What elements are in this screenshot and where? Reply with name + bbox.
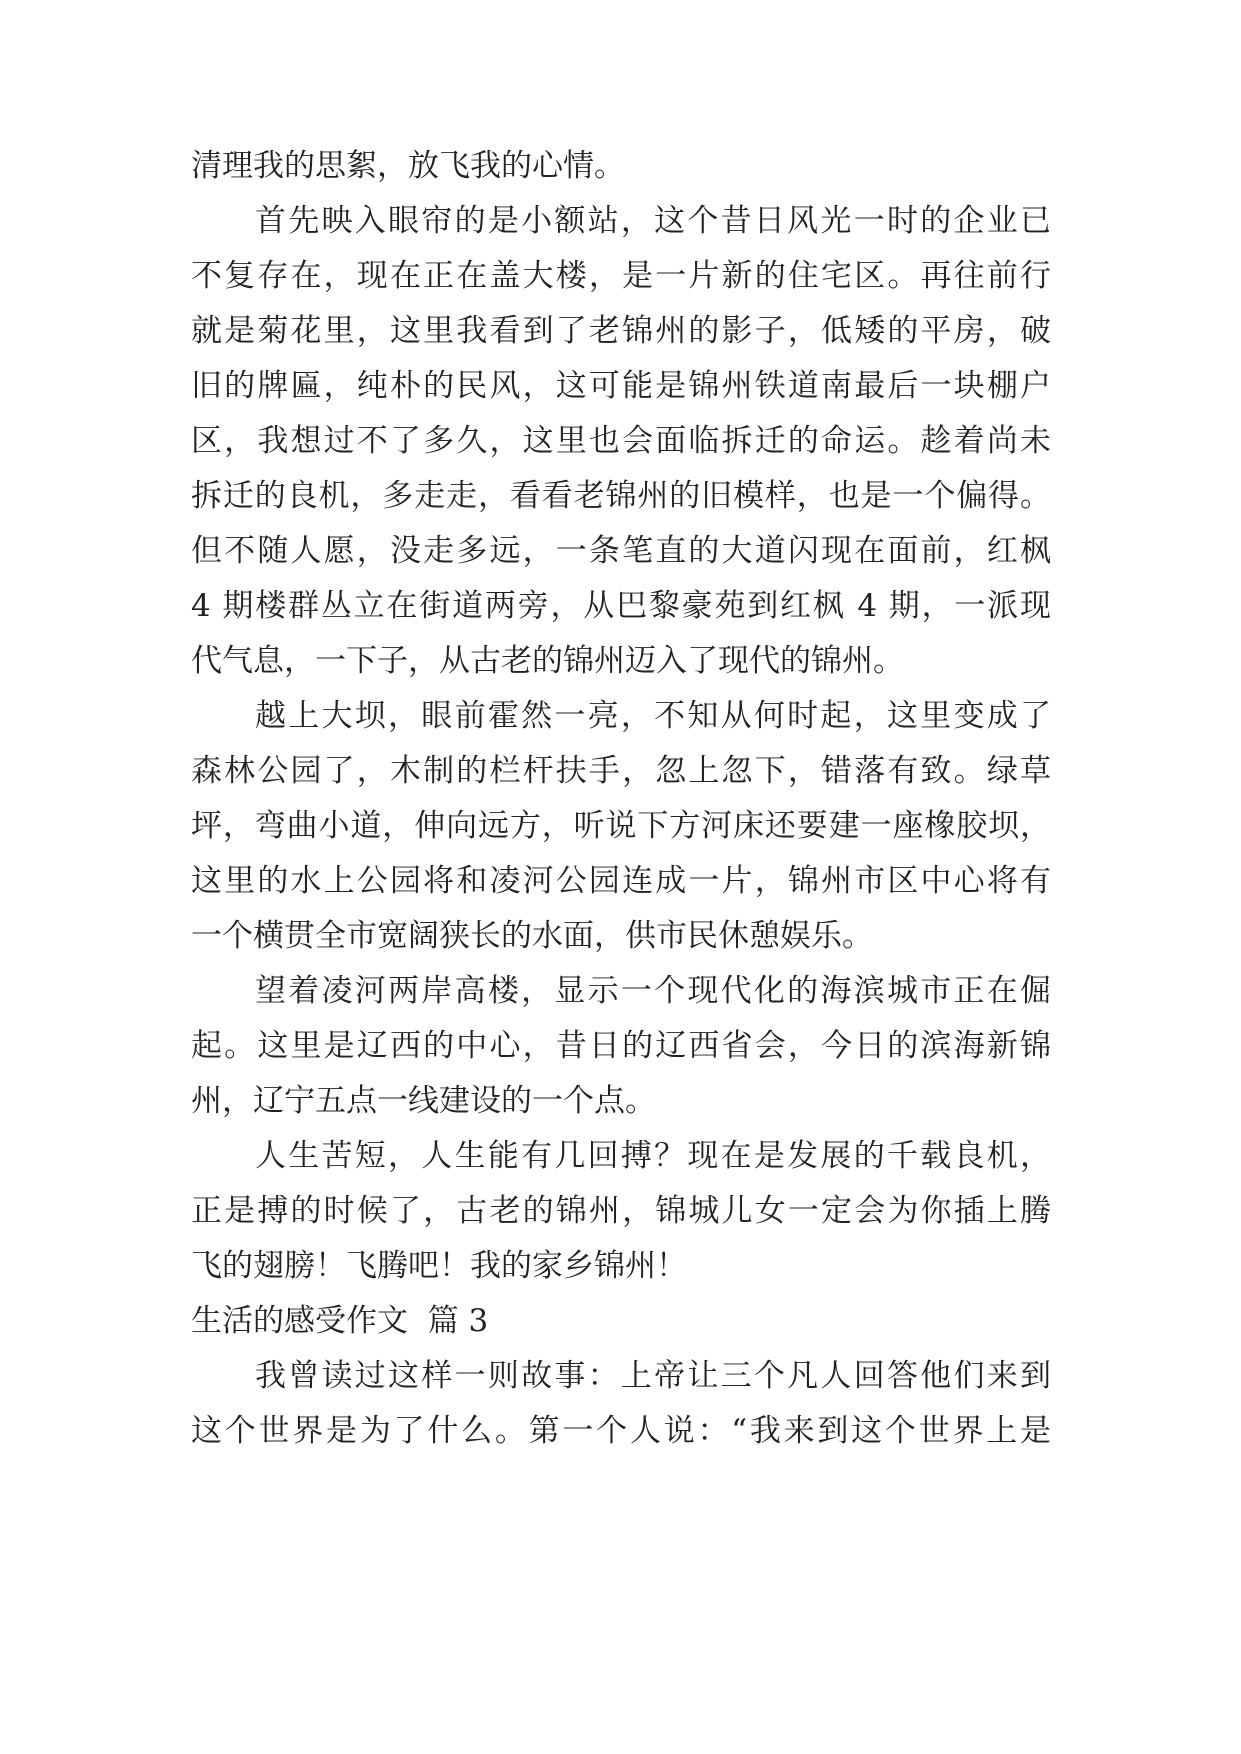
paragraph-first-line: 人生苦短，人生能有几回搏？现在是发展的千载良机，	[255, 1138, 1051, 1174]
text-line: 起。这里是辽西的中心，昔日的辽西省会，今日的滨海新锦	[191, 1028, 1051, 1064]
text-line: 区，我想过不了多久，这里也会面临拆迁的命运。趁着尚未	[191, 423, 1051, 459]
text-line: 旧的牌匾，纯朴的民风，这可能是锦州铁道南最后一块棚户	[191, 368, 1051, 404]
paragraph-first-line: 首先映入眼帘的是小额站，这个昔日风光一时的企业已	[255, 203, 1051, 239]
text-line: 飞的翅膀！飞腾吧！我的家乡锦州！	[191, 1248, 687, 1284]
section-heading: 生活的感受作文 篇 3	[191, 1303, 489, 1339]
text-line: 坪，弯曲小道，伸向远方，听说下方河床还要建一座橡胶坝，	[191, 808, 1051, 844]
text-line: 清理我的思絮，放飞我的心情。	[191, 148, 625, 184]
paragraph-first-line: 望着凌河两岸高楼，显示一个现代化的海滨城市正在倔	[255, 973, 1051, 1009]
text-line: 这个世界是为了什么。第一个人说：“我来到这个世界上是	[191, 1413, 1051, 1449]
text-line: 代气息，一下子，从古老的锦州迈入了现代的锦州。	[191, 643, 904, 679]
paragraph-first-line: 越上大坝，眼前霍然一亮，不知从何时起，这里变成了	[255, 698, 1051, 734]
text-line: 正是搏的时候了，古老的锦州，锦城儿女一定会为你插上腾	[191, 1193, 1051, 1229]
paragraph-first-line: 我曾读过这样一则故事：上帝让三个凡人回答他们来到	[255, 1358, 1051, 1394]
text-line: 但不随人愿，没走多远，一条笔直的大道闪现在面前，红枫	[191, 533, 1051, 569]
text-line: 不复存在，现在正在盖大楼，是一片新的住宅区。再往前行	[191, 258, 1051, 294]
text-line: 就是菊花里，这里我看到了老锦州的影子，低矮的平房，破	[191, 313, 1051, 349]
text-line: 这里的水上公园将和凌河公园连成一片，锦州市区中心将有	[191, 863, 1051, 899]
text-line: 州，辽宁五点一线建设的一个点。	[191, 1083, 656, 1119]
text-line: 拆迁的良机，多走走，看看老锦州的旧模样，也是一个偏得。	[191, 478, 1051, 514]
text-line: 森林公园了，木制的栏杆扶手，忽上忽下，错落有致。绿草	[191, 753, 1051, 789]
text-line: 4 期楼群丛立在街道两旁，从巴黎豪苑到红枫 4 期，一派现	[191, 588, 1051, 624]
text-line: 一个横贯全市宽阔狭长的水面，供市民休憩娱乐。	[191, 918, 873, 954]
